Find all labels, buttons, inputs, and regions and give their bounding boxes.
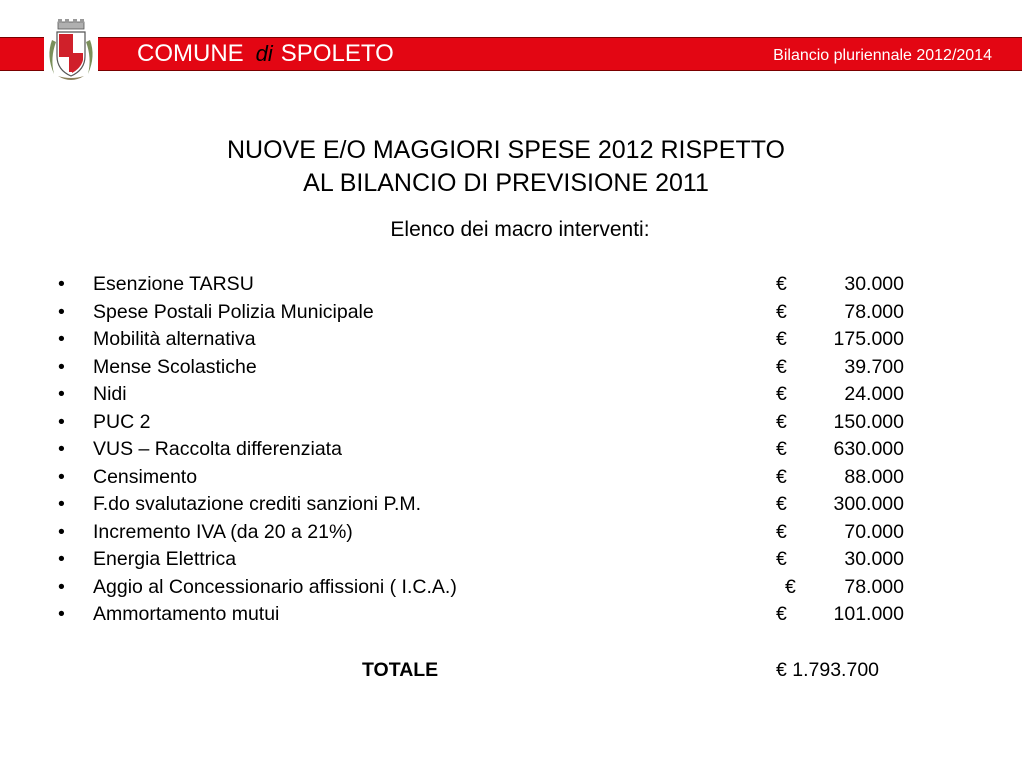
currency-symbol: € (776, 438, 787, 460)
item-label: Censimento (93, 465, 198, 488)
list-item (0, 436, 1024, 464)
item-amount: 78.000 (844, 300, 904, 323)
item-amount: 88.000 (844, 465, 904, 488)
totale-label: TOTALE (362, 659, 439, 681)
bullet: • (58, 273, 65, 295)
item-amount: 630.000 (833, 438, 904, 460)
item-label: Aggio al Concessionario affissioni ( I.C.A.) (93, 575, 457, 598)
item-label: F.do svalutazione crediti sanzioni P.M. (93, 493, 422, 515)
bullet: • (58, 355, 65, 378)
di-word: di (255, 41, 273, 66)
item-label: Energia Elettrica (93, 548, 237, 570)
list-item (0, 519, 1024, 547)
totale-value: € 1.793.700 (776, 659, 880, 681)
list-item (0, 574, 1024, 602)
list-item (0, 464, 1024, 492)
item-label: VUS – Raccolta differenziata (93, 438, 342, 460)
coat-of-arms-icon (44, 18, 98, 84)
item-label: Nidi (93, 383, 127, 405)
subtitle: Elenco dei macro interventi: (390, 218, 650, 241)
list-item (0, 409, 1024, 437)
item-label: Esenzione TARSU (93, 273, 254, 295)
currency-symbol: € (776, 548, 787, 570)
currency-symbol: € (776, 355, 787, 378)
item-label: Mobilità alternativa (93, 328, 256, 350)
item-amount: 30.000 (844, 548, 904, 570)
page-title (0, 134, 1012, 200)
currency-symbol: € (776, 520, 787, 543)
list-item (0, 326, 1024, 354)
item-amount: 70.000 (844, 520, 904, 543)
currency-symbol: € (776, 465, 787, 488)
currency-symbol: € (776, 493, 787, 515)
item-label: Incremento IVA (da 20 a 21%) (93, 520, 353, 543)
list-item (0, 491, 1024, 519)
currency-symbol: € (776, 410, 787, 433)
list-item (0, 271, 1024, 299)
currency-symbol: € (785, 575, 796, 598)
comune-title (137, 40, 394, 68)
bullet: • (58, 603, 65, 625)
bilancio-label: Bilancio pluriennale 2012/2014 (773, 47, 992, 64)
item-amount: 30.000 (844, 273, 904, 295)
item-label: Mense Scolastiche (93, 355, 257, 378)
list-item (0, 381, 1024, 409)
bullet: • (58, 410, 65, 433)
currency-symbol: € (776, 273, 787, 295)
page-title-line1: NUOVE E/O MAGGIORI SPESE 2012 RISPETTO (226, 136, 786, 164)
currency-symbol: € (776, 300, 787, 323)
bullet: • (58, 575, 65, 598)
item-amount: 101.000 (833, 603, 904, 625)
bullet: • (58, 548, 65, 570)
currency-symbol: € (776, 603, 787, 625)
list-item (0, 601, 1024, 629)
bullet: • (58, 493, 65, 515)
bullet: • (58, 300, 65, 323)
page-title-line2: AL BILANCIO DI PREVISIONE 2011 (303, 169, 709, 197)
city-name: SPOLETO (280, 40, 394, 67)
item-amount: 78.000 (844, 575, 904, 598)
currency-symbol: € (776, 383, 787, 405)
item-label: Spese Postali Polizia Municipale (93, 300, 374, 323)
item-label: Ammortamento mutui (93, 603, 280, 625)
item-amount: 175.000 (833, 328, 904, 350)
item-label: PUC 2 (93, 410, 151, 433)
bullet: • (58, 328, 65, 350)
list-item (0, 299, 1024, 327)
bullet: • (58, 520, 65, 543)
bullet: • (58, 438, 65, 460)
bullet: • (58, 383, 65, 405)
list-item (0, 354, 1024, 382)
currency-symbol: € (776, 328, 787, 350)
item-amount: 39.700 (844, 355, 904, 378)
item-amount: 150.000 (833, 410, 904, 433)
bullet: • (58, 465, 65, 488)
interventi-list (0, 271, 1024, 629)
list-item (0, 546, 1024, 574)
comune-word: COMUNE (137, 40, 244, 67)
item-amount: 300.000 (833, 493, 904, 515)
item-amount: 24.000 (844, 383, 904, 405)
